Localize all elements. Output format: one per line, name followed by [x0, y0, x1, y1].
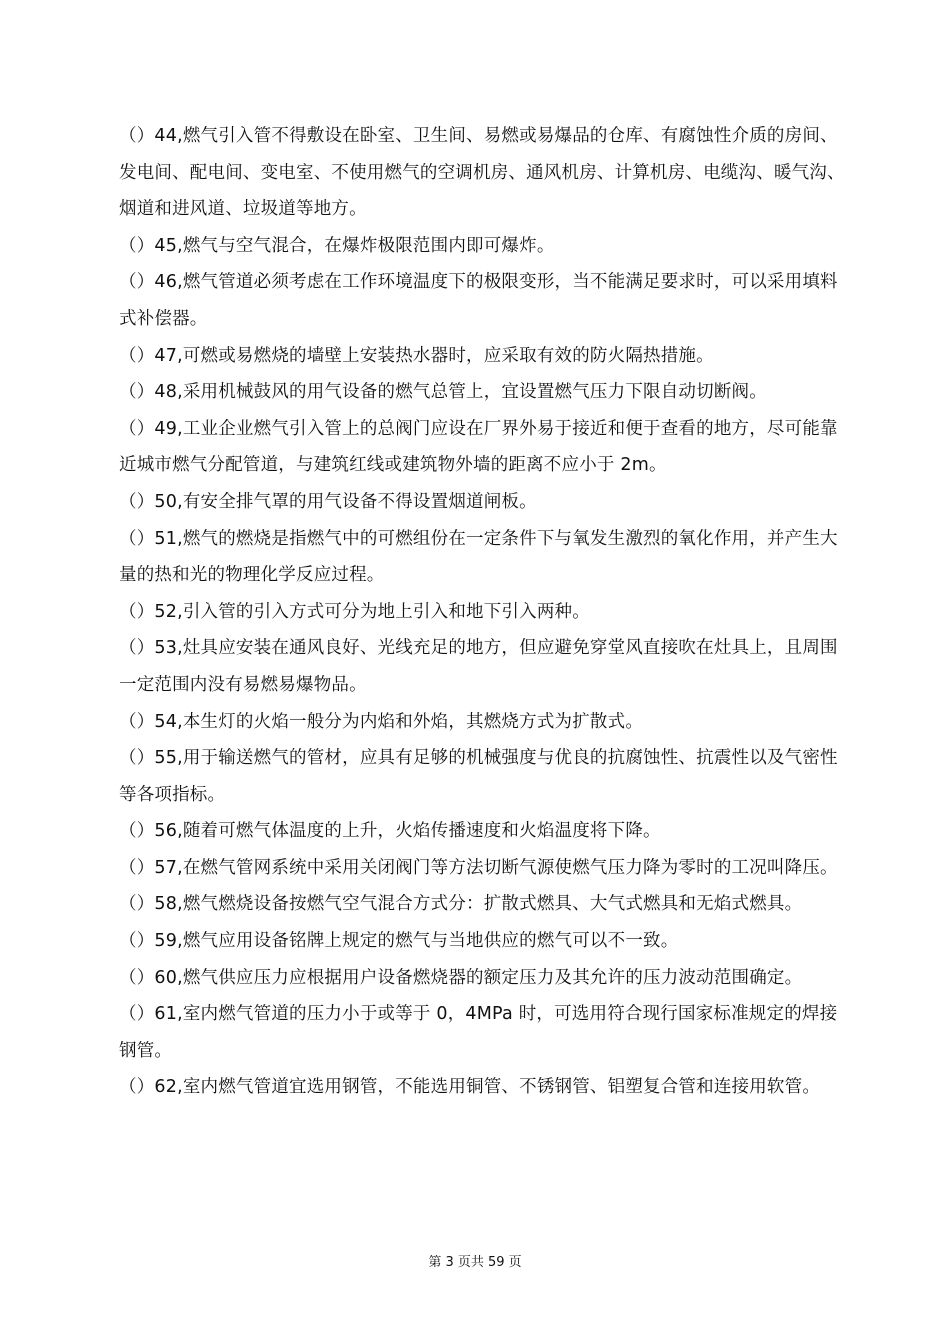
- question-52: （）52,引入管的引入方式可分为地上引入和地下引入两种。: [119, 601, 590, 622]
- question-57: （）57,在燃气管网系统中采用关闭阀门等方法切断气源使燃气压力降为零时的工况叫降压。: [119, 857, 838, 878]
- question-56: （）56,随着可燃气体温度的上升，火焰传播速度和火焰温度将下降。: [119, 821, 661, 842]
- page-number-footer: 第 3 页共 59 页: [428, 1255, 522, 1270]
- question-53: （）53,灶具应安装在通风良好、光线充足的地方，但应避免穿堂风直接吹在灶具上，且周围一定范围内没有易燃易爆物品。: [119, 638, 838, 695]
- question-59: （）59,燃气应用设备铭牌上规定的燃气与当地供应的燃气可以不一致。: [119, 931, 679, 952]
- question-50: （）50,有安全排气罩的用气设备不得设置烟道闸板。: [119, 491, 537, 512]
- question-58: （）58,燃气燃烧设备按燃气空气混合方式分：扩散式燃具、大气式燃具和无焰式燃具。: [119, 894, 803, 915]
- question-62: （）62,室内燃气管道宜选用钢管，不能选用铜管、不锈钢管、铝塑复合管和连接用软管。: [119, 1077, 821, 1098]
- question-55: （）55,用于输送燃气的管材，应具有足够的机械强度与优良的抗腐蚀性、抗震性以及气密性等各项指标。: [119, 748, 838, 805]
- question-51: （）51,燃气的燃烧是指燃气中的可燃组份在一定条件下与氧发生激烈的氧化作用，并产生大量的热和光的物理化学反应过程。: [119, 528, 838, 586]
- question-46: （）46,燃气管道必须考虑在工作环境温度下的极限变形，当不能满足要求时，可以采用填料式补偿器。: [119, 272, 838, 329]
- document-body: [119, 118, 847, 1106]
- question-61: （）61,室内燃气管道的压力小于或等于 0，4MPa 时，可选用符合现行国家标准规定的焊接钢管。: [119, 1004, 838, 1061]
- question-54: （）54,本生灯的火焰一般分为内焰和外焰，其燃烧方式为扩散式。: [119, 711, 644, 732]
- question-45: （）45,燃气与空气混合，在爆炸极限范围内即可爆炸。: [119, 235, 555, 256]
- question-49: （）49,工业企业燃气引入管上的总阀门应设在厂界外易于接近和便于查看的地方，尽可能靠近城市燃气分配管道，与建筑红线或建筑物外墙的距离不应小于 2m。: [119, 418, 838, 476]
- question-60: （）60,燃气供应压力应根据用户设备燃烧器的额定压力及其允许的压力波动范围确定。: [119, 967, 803, 988]
- question-48: （）48,采用机械鼓风的用气设备的燃气总管上，宜设置燃气压力下限自动切断阀。: [119, 382, 767, 403]
- question-44: （）44,燃气引入管不得敷设在卧室、卫生间、易燃或易爆品的仓库、有腐蚀性介质的房间、发电间、配电间、变电室、不使用燃气的空调机房、通风机房、计算机房、电缆沟、暖气沟、烟道和进风道、垃圾道等地方。: [119, 126, 845, 220]
- question-47: （）47,可燃或易燃烧的墙壁上安装热水器时，应采取有效的防火隔热措施。: [119, 345, 714, 366]
